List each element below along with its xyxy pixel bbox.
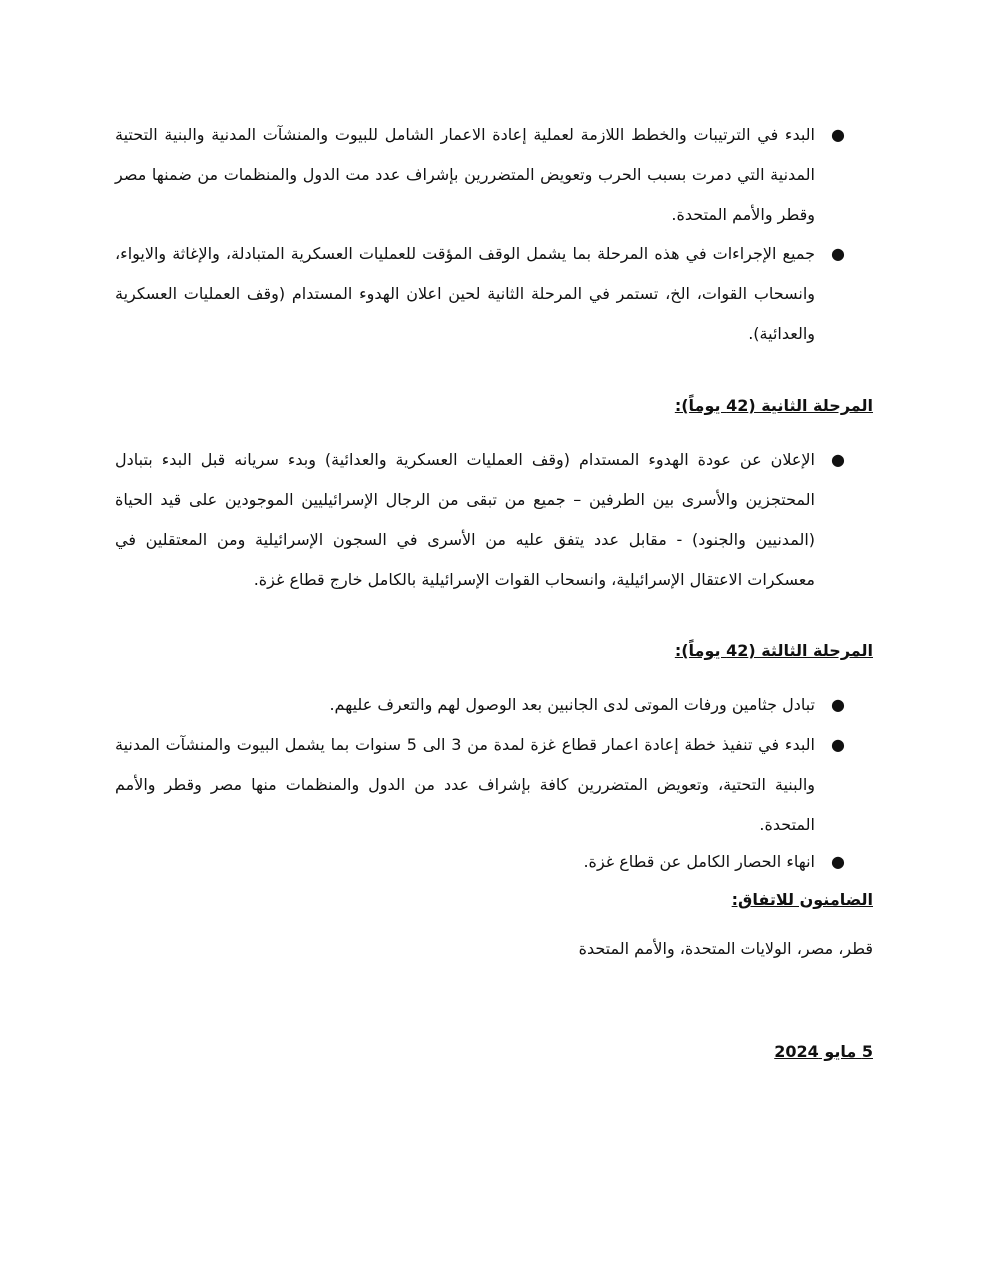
bullet-icon: ● [831,450,845,469]
document-date: 5 مايو 2024 [774,1042,873,1061]
phase3-item-1: ● تبادل جثامين ورفات الموتى لدى الجانبين بعد الوصول لهم والتعرف عليهم. [115,685,815,725]
guarantors-heading: الضامنون للاتفاق: [731,890,873,909]
bullet-icon: ● [831,244,845,263]
bullet-icon: ● [831,125,845,144]
bullet-icon: ● [831,735,845,754]
phase1-item-2: ● جميع الإجراءات في هذه المرحلة بما يشمل الوقف المؤقت للعمليات العسكرية المتبادلة، والإغاثة والايواء، وانسحاب القوات، الخ، تستمر في المرحلة الثانية لحين اعلان الهدوء المستدام (وقف العمليات العسكرية والعدائية). [115,234,815,354]
bullet-icon: ● [831,695,845,714]
phase2-heading: المرحلة الثانية (42 يوماً): [674,396,873,415]
bullet-icon: ● [831,852,845,871]
phase2-item-1: ● الإعلان عن عودة الهدوء المستدام (وقف العمليات العسكرية والعدائية) وبدء سريانه قبل البدء بتبادل المحتجزين والأسرى بين الطرفين – جميع من تبقى من الرجال الإسرائيليين الموجودين على قيد الحياة (المدنيين والجنود) - مقابل عدد يتفق عليه من الأسرى في السجون الإسرائيلية ومن المعتقلين في معسكرات الاعتقال الإسرائيلية، وانسحاب القوات الإسرائيلية بالكامل خارج قطاع غزة. [115,440,815,600]
phase1-item-1: ● البدء في الترتيبات والخطط اللازمة لعملية إعادة الاعمار الشامل للبيوت والمنشآت المدنية والبنية التحتية المدنية التي دمرت بسبب الحرب وتعويض المتضررين بإشراف عدد مت الدول والمنظمات من ضمنها مصر وقطر والأمم المتحدة. [115,115,815,235]
phase3-heading: المرحلة الثالثة (42 يوماً): [674,641,873,660]
guarantors-list: قطر، مصر، الولايات المتحدة، والأمم المتحدة [578,939,873,958]
phase3-item-3: ● انهاء الحصار الكامل عن قطاع غزة. [115,842,815,882]
phase3-item-2: ● البدء في تنفيذ خطة إعادة اعمار قطاع غزة لمدة من 3 الى 5 سنوات بما يشمل البيوت والمنشآت المدنية والبنية التحتية، وتعويض المتضررين كافة بإشراف عدد من الدول والمنظمات منها مصر وقطر والأمم المتحدة. [115,725,815,845]
